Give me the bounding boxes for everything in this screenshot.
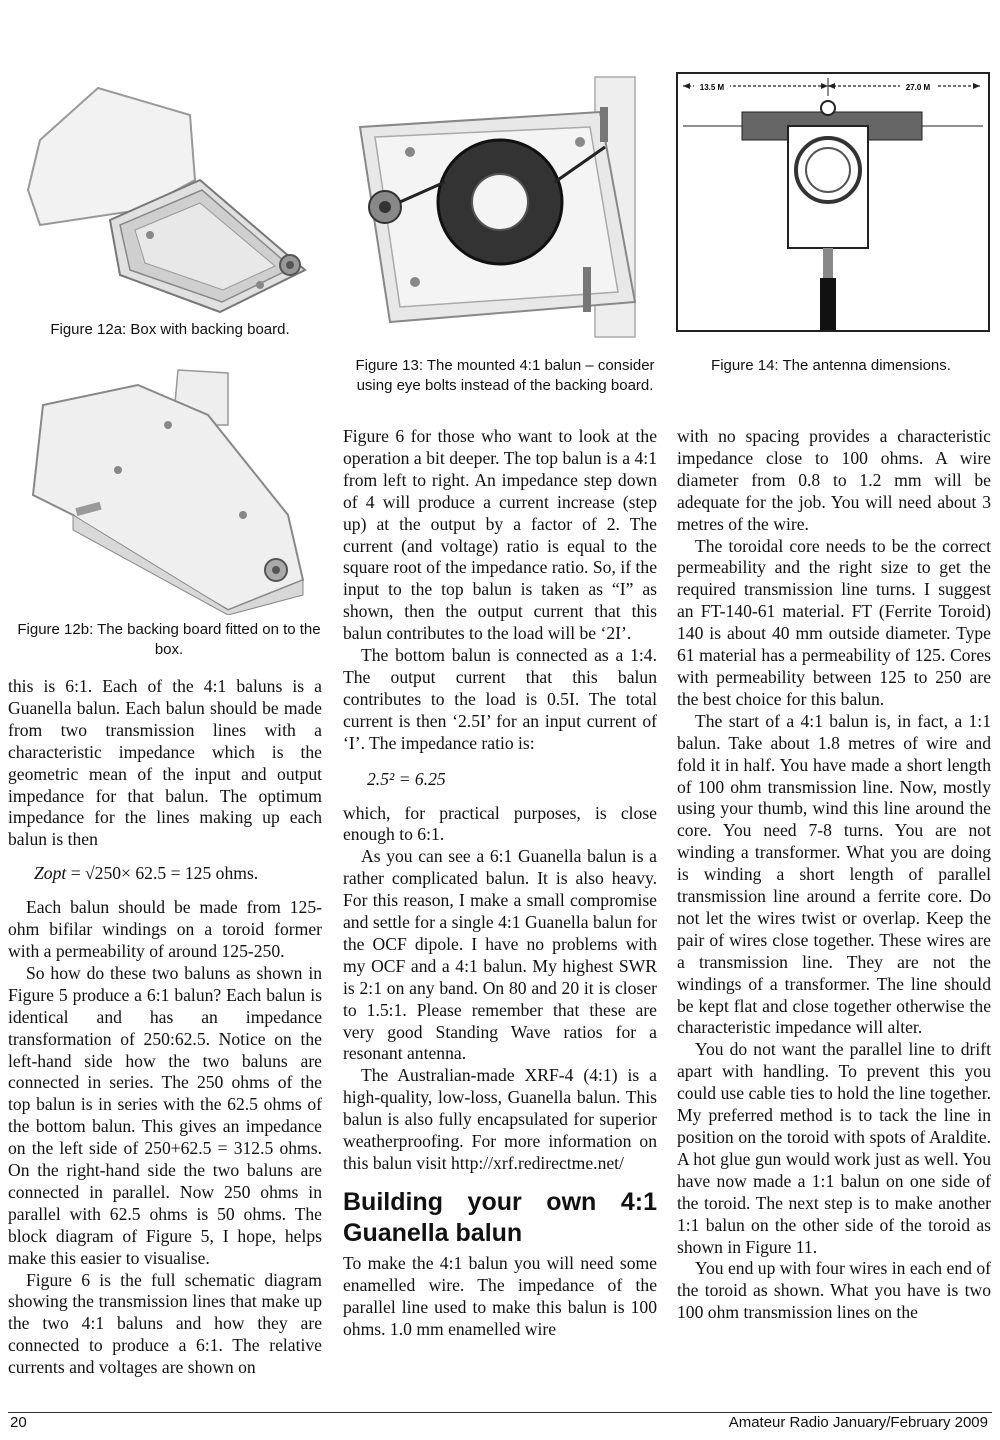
mid-paragraph-3: which, for practical purposes, is close enough to 6:1. [343, 802, 657, 845]
equation-zopt [8, 851, 322, 897]
right-paragraph-4: You do not want the parallel line to drift apart with handling. To prevent this you could use cable ties to hold the line together. My preferred method is to tack the line in position on the toroid with spots of Araldite. A hot glue gun would work just as well. You have now made a 1:1 balun on one side of the toroid. The next step is to make another 1:1 balun on the other side of the toroid as shown in Figure 11. [677, 1039, 991, 1257]
right-paragraph-2: The toroidal core needs to be the correct permeability and the right size to get the required transmission line turns. I suggest an FT-140-61 material. FT (Ferrite Toroid) 140 is about 40 mm outside diameter. Type 61 material has a permeability of 125. Cores with permeability between 125 to 250 are the best choice for this balun. [677, 535, 991, 709]
mid-paragraph-5: The Australian-made XRF-4 (4:1) is a high-quality, low-loss, Guanella balun. This balun is also fully encapsulated for superior weatherproofing. For more information on this balun visit http://xrf.redirectme.net/ [343, 1065, 657, 1173]
equation-impedance-ratio: 2.5² = 6.25 [367, 768, 446, 789]
section-heading: Building your own 4:1 Guanella balun [343, 1187, 657, 1247]
right-paragraph-3: The start of a 4:1 balun is, in fact, a 1:1 balun. Take about 1.8 metres of wire and fold it in half. You have made a short length of 100 ohm transmission line. Now, mostly using your thumb, wind this line around the core. You need 7-8 turns. You are not winding a transformer. What you are doing is winding a short length of parallel transmission line around a ferrite core. Do not let the wires twist or overlap. Keep the pair of wires close together. These wires are a transmission line. They are not the windings of a transformer. The line should be kept flat and close together otherwise the characteristic impedance will alter. [677, 710, 991, 1038]
figure-14-frame [676, 72, 990, 332]
publication-info: Amateur Radio January/February 2009 [728, 1414, 988, 1431]
mid-paragraph-2: The bottom balun is connected as a 1:4. The output current that this balun contributes to the load is 0.5I. The total current is then ‘2.5I’ for an input current of ‘I’. The impedance ratio is: [343, 645, 657, 753]
figure-12b-photo [18, 365, 318, 615]
figure-14-left-dimension: 13.5 M [699, 83, 725, 92]
right-column [677, 426, 991, 1324]
figure-12a-photo [20, 80, 320, 320]
mid-paragraph-4: As you can see a 6:1 Guanella balun is a rather complicated balun. It is also heavy. For this reason, I make a small compromise and settle for a single 4:1 Guanella balun for the OCF dipole. I have no problems with my OCF and a 4:1 balun. My highest SWR is 2:1 on any band. On 80 and 20 it is closer to 1.5:1. Please remember that these are very good Standing Wave ratios for a resonant antenna. [343, 846, 657, 1064]
figure-12b-caption: Figure 12b: The backing board fitted on to the box. [17, 621, 321, 658]
figure-14-caption: Figure 14: The antenna dimensions. [711, 357, 951, 374]
equation-zopt-lhs: Zopt [34, 863, 67, 884]
figure-13-caption: Figure 13: The mounted 4:1 balun – consider using eye bolts instead of the backing board. [355, 357, 655, 394]
left-paragraph-3: So how do these two baluns as shown in Figure 5 produce a 6:1 balun? Each balun is identical and has an impedance transformation of 250:62.5. Notice on the left-hand side how the two baluns are connected in series. The 250 ohms of the top balun is in series with the 62.5 ohms of the bottom balun. This gives an impedance on the left side of 250+62.5 = 312.5 ohms. On the right-hand side the two baluns are connected in parallel. Now 250 ohms in parallel with 62.5 ohms is 50 ohms. The block diagram of Figure 5, I hope, helps make this easier to visualise. [8, 962, 322, 1268]
left-paragraph-1: this is 6:1. Each of the 4:1 baluns is a Guanella balun. Each balun should be made from two transmission lines with a characteristic impedance which is the geometric mean of the input and output impedance for that balun. The optimum impedance for the lines making up each balun is then [8, 676, 322, 850]
figure-14-right-dimension: 27.0 M [905, 83, 931, 92]
right-paragraph-1: with no spacing provides a characteristic impedance close to 100 ohms. A wire diameter from 0.8 to 1.2 mm will be adequate for the job. You will need about 3 metres of the wire. [677, 426, 991, 534]
mid-paragraph-6: To make the 4:1 balun you will need some enamelled wire. The impedance of the parallel line used to make this balun is 100 ohms. 1.0 mm enamelled wire [343, 1252, 657, 1339]
figure-13-photo [350, 72, 650, 342]
left-paragraph-2: Each balun should be made from 125-ohm bifilar windings on a toroid former with a permeability of around 125-250. [8, 897, 322, 961]
figure-12a-caption: Figure 12a: Box with backing board. [50, 321, 290, 338]
page-number: 20 [10, 1414, 27, 1431]
equation-zopt-rhs: = √250× 62.5 = 125 ohms. [70, 863, 259, 884]
footer-rule [8, 1412, 992, 1413]
left-column [8, 676, 322, 1379]
middle-column [343, 426, 657, 1341]
right-paragraph-5: You end up with four wires in each end of the toroid as shown. What you have is two 100 ohm transmission lines on the [677, 1258, 991, 1323]
figure-14-diagram [678, 74, 988, 330]
mid-paragraph-1: Figure 6 for those who want to look at the operation a bit deeper. The top balun is a 4:1 from left to right. An impedance step down of 4 will produce a current increase (step up) at the output by a factor of 2. The current (and voltage) ratio is equal to the square root of the impedance ratio. So, if the input to the top balun is taken as “I” as shown, then the output current that this balun contributes to the load will be ‘2I’. [343, 426, 657, 644]
left-paragraph-4: Figure 6 is the full schematic diagram showing the transmission lines that make up the two 4:1 baluns and how they are connected to produce a 6:1. The relative currents and voltages are shown on [8, 1269, 322, 1378]
